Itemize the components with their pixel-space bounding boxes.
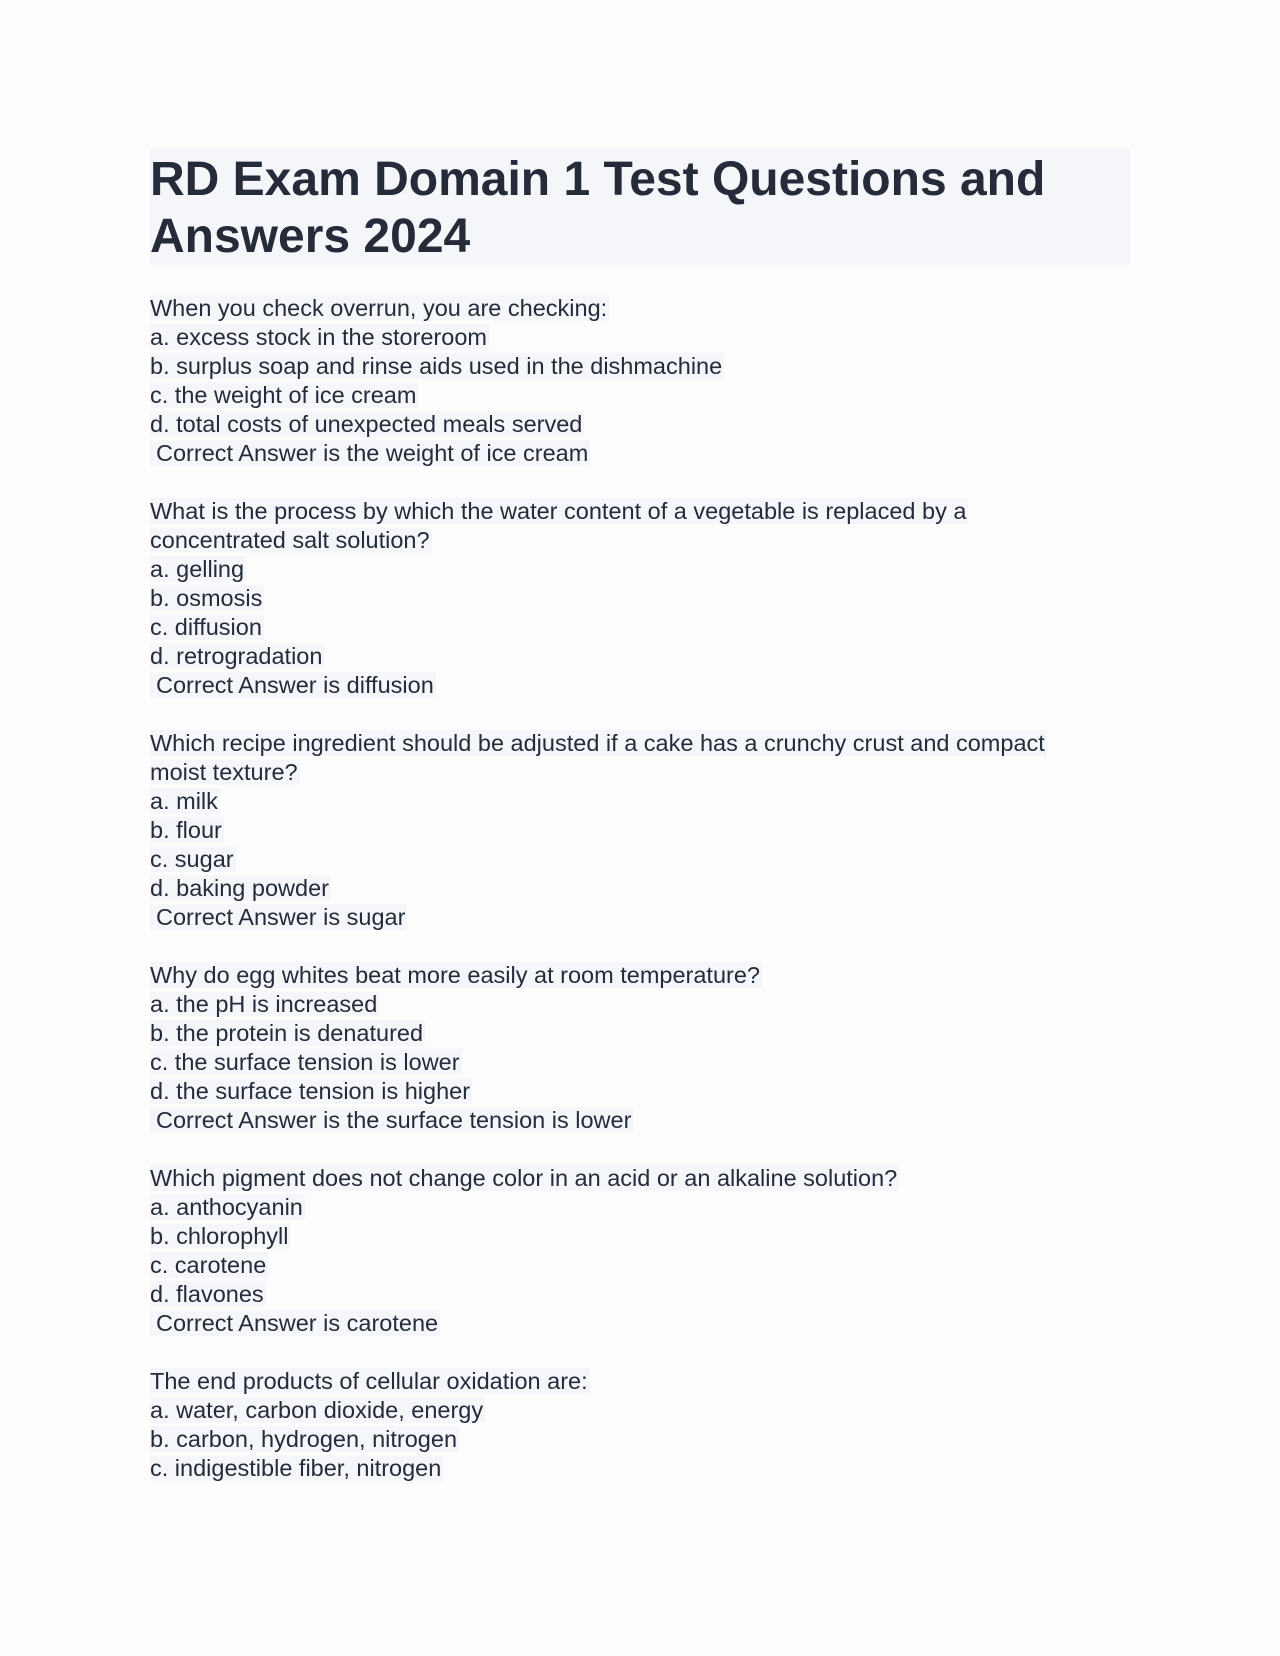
question-stem: moist texture? — [150, 759, 298, 785]
answer-option: a. milk — [150, 788, 218, 814]
document-title — [150, 149, 1130, 265]
question-stem: What is the process by which the water content of a vegetable is replaced by a — [150, 498, 967, 524]
answer-option: c. the surface tension is lower — [150, 1049, 460, 1075]
answer-option: c. sugar — [150, 846, 234, 872]
answer-option: c. the weight of ice cream — [150, 382, 417, 408]
answer-option: d. retrogradation — [150, 643, 323, 669]
question-stem: When you check overrun, you are checking: — [150, 295, 608, 321]
title-line-1: RD Exam Domain 1 Test Questions and — [150, 153, 1046, 206]
answer-option: b. chlorophyll — [150, 1223, 289, 1249]
question-stem: Why do egg whites beat more easily at room temperature? — [150, 962, 760, 988]
answer-option: d. flavones — [150, 1281, 264, 1307]
answer-option: d. baking powder — [150, 875, 329, 901]
title-line-2: Answers 2024 — [150, 210, 471, 263]
answer-option: b. osmosis — [150, 585, 263, 611]
answer-option: b. carbon, hydrogen, nitrogen — [150, 1426, 458, 1452]
question-stem: Which recipe ingredient should be adjusted if a cake has a crunchy crust and compact — [150, 730, 1045, 756]
question-block — [150, 497, 1130, 700]
answer-option: b. the protein is denatured — [150, 1020, 424, 1046]
answer-option: d. total costs of unexpected meals served — [150, 411, 583, 437]
correct-answer: Correct Answer is sugar — [150, 903, 1130, 932]
answer-option: c. diffusion — [150, 614, 262, 640]
question-block — [150, 961, 1130, 1135]
question-stem: concentrated salt solution? — [150, 527, 430, 553]
question-block — [150, 1164, 1130, 1338]
answer-option: c. indigestible fiber, nitrogen — [150, 1455, 442, 1481]
correct-answer: Correct Answer is diffusion — [150, 671, 1130, 700]
answer-option: a. water, carbon dioxide, energy — [150, 1397, 484, 1423]
question-list — [150, 294, 1130, 1483]
question-block — [150, 729, 1130, 932]
answer-option: b. flour — [150, 817, 222, 843]
answer-option: a. excess stock in the storeroom — [150, 324, 487, 350]
correct-answer: Correct Answer is carotene — [150, 1309, 1130, 1338]
answer-option: a. gelling — [150, 556, 245, 582]
question-block — [150, 294, 1130, 468]
question-stem: The end products of cellular oxidation are: — [150, 1368, 588, 1394]
question-block — [150, 1367, 1130, 1483]
question-stem: Which pigment does not change color in an acid or an alkaline solution? — [150, 1165, 898, 1191]
correct-answer: Correct Answer is the weight of ice cream — [150, 439, 1130, 468]
answer-option: a. anthocyanin — [150, 1194, 303, 1220]
correct-answer: Correct Answer is the surface tension is lower — [150, 1106, 1130, 1135]
answer-option: c. carotene — [150, 1252, 267, 1278]
document-page — [150, 149, 1130, 1512]
answer-option: b. surplus soap and rinse aids used in the dishmachine — [150, 353, 723, 379]
answer-option: a. the pH is increased — [150, 991, 378, 1017]
answer-option: d. the surface tension is higher — [150, 1078, 471, 1104]
